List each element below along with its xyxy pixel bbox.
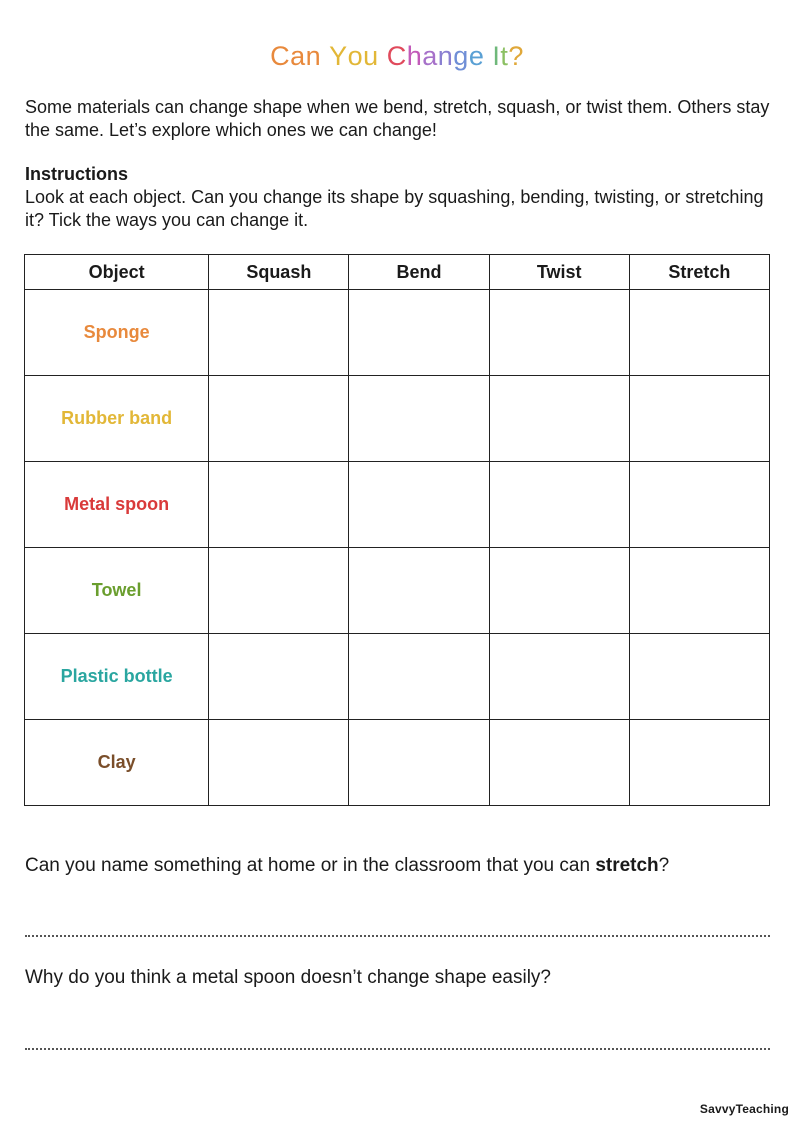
column-header-squash: Squash bbox=[209, 255, 349, 290]
title-letter: a bbox=[290, 41, 306, 71]
title-letter: u bbox=[363, 41, 379, 71]
tick-cell-bend[interactable] bbox=[349, 720, 489, 806]
answer-line[interactable] bbox=[25, 935, 770, 937]
title-letter: C bbox=[270, 41, 291, 71]
column-header-stretch: Stretch bbox=[629, 255, 769, 290]
tick-cell-twist[interactable] bbox=[489, 548, 629, 634]
question-text: Can you name something at home or in the classroom that you can bbox=[25, 855, 596, 876]
table-row bbox=[25, 548, 770, 634]
intro-paragraph: Some materials can change shape when we bend, stretch, squash, or twist them. Others stay the same. Let’s explore which ones we can change! bbox=[25, 97, 770, 140]
table-header-row bbox=[25, 255, 770, 290]
title-letter: t bbox=[500, 41, 509, 71]
tick-cell-stretch[interactable] bbox=[629, 720, 769, 806]
tick-cell-stretch[interactable] bbox=[629, 376, 769, 462]
question-metal-spoon: Why do you think a metal spoon doesn’t change shape easily? bbox=[25, 967, 551, 988]
tick-cell-squash[interactable] bbox=[209, 634, 349, 720]
tick-cell-bend[interactable] bbox=[349, 290, 489, 376]
tick-cell-bend[interactable] bbox=[349, 634, 489, 720]
title-letter: n bbox=[305, 41, 322, 71]
tick-cell-squash[interactable] bbox=[209, 548, 349, 634]
brand-logo-text: SavvyTeaching bbox=[699, 1102, 789, 1116]
question-stretch bbox=[25, 854, 775, 878]
tick-cell-bend[interactable] bbox=[349, 462, 489, 548]
object-label: Clay bbox=[25, 720, 209, 806]
title-letter: ? bbox=[508, 41, 524, 71]
shape-change-table bbox=[24, 254, 770, 806]
tick-cell-bend[interactable] bbox=[349, 548, 489, 634]
title-letter: a bbox=[422, 41, 438, 71]
tick-cell-bend[interactable] bbox=[349, 376, 489, 462]
tick-cell-stretch[interactable] bbox=[629, 548, 769, 634]
object-label: Sponge bbox=[25, 290, 209, 376]
title-letter: n bbox=[437, 41, 454, 71]
instructions-heading: Instructions bbox=[25, 164, 129, 184]
object-label: Plastic bottle bbox=[25, 634, 209, 720]
column-header-bend: Bend bbox=[349, 255, 489, 290]
object-label: Towel bbox=[25, 548, 209, 634]
column-header-twist: Twist bbox=[489, 255, 629, 290]
answer-line[interactable] bbox=[25, 1048, 770, 1050]
table-row bbox=[25, 462, 770, 548]
tick-cell-twist[interactable] bbox=[489, 290, 629, 376]
title-letter: C bbox=[386, 41, 407, 71]
tick-cell-twist[interactable] bbox=[489, 462, 629, 548]
question-emphasis: stretch bbox=[595, 855, 659, 876]
page-title bbox=[0, 38, 794, 74]
title-letter: e bbox=[468, 41, 485, 71]
instructions-text: Look at each object. Can you change its shape by squashing, bending, twisting, or stretching it? Tick the ways you can change it. bbox=[25, 187, 764, 230]
title-letter: o bbox=[347, 41, 364, 71]
column-header-object: Object bbox=[25, 255, 209, 290]
tick-cell-twist[interactable] bbox=[489, 376, 629, 462]
title-letter: I bbox=[492, 41, 501, 71]
tick-cell-twist[interactable] bbox=[489, 720, 629, 806]
table-row bbox=[25, 290, 770, 376]
tick-cell-stretch[interactable] bbox=[629, 462, 769, 548]
question-punctuation: ? bbox=[658, 855, 670, 876]
tick-cell-squash[interactable] bbox=[209, 462, 349, 548]
tick-cell-stretch[interactable] bbox=[629, 634, 769, 720]
tick-cell-squash[interactable] bbox=[209, 376, 349, 462]
table-row bbox=[25, 634, 770, 720]
title-letter: g bbox=[453, 41, 469, 71]
tick-cell-squash[interactable] bbox=[209, 290, 349, 376]
table-row bbox=[25, 720, 770, 806]
tick-cell-squash[interactable] bbox=[209, 720, 349, 806]
object-label: Rubber band bbox=[25, 376, 209, 462]
object-label: Metal spoon bbox=[25, 462, 209, 548]
title-letter: Y bbox=[329, 41, 348, 71]
table-row bbox=[25, 376, 770, 462]
title-letter: h bbox=[406, 41, 423, 71]
tick-cell-stretch[interactable] bbox=[629, 290, 769, 376]
tick-cell-twist[interactable] bbox=[489, 634, 629, 720]
